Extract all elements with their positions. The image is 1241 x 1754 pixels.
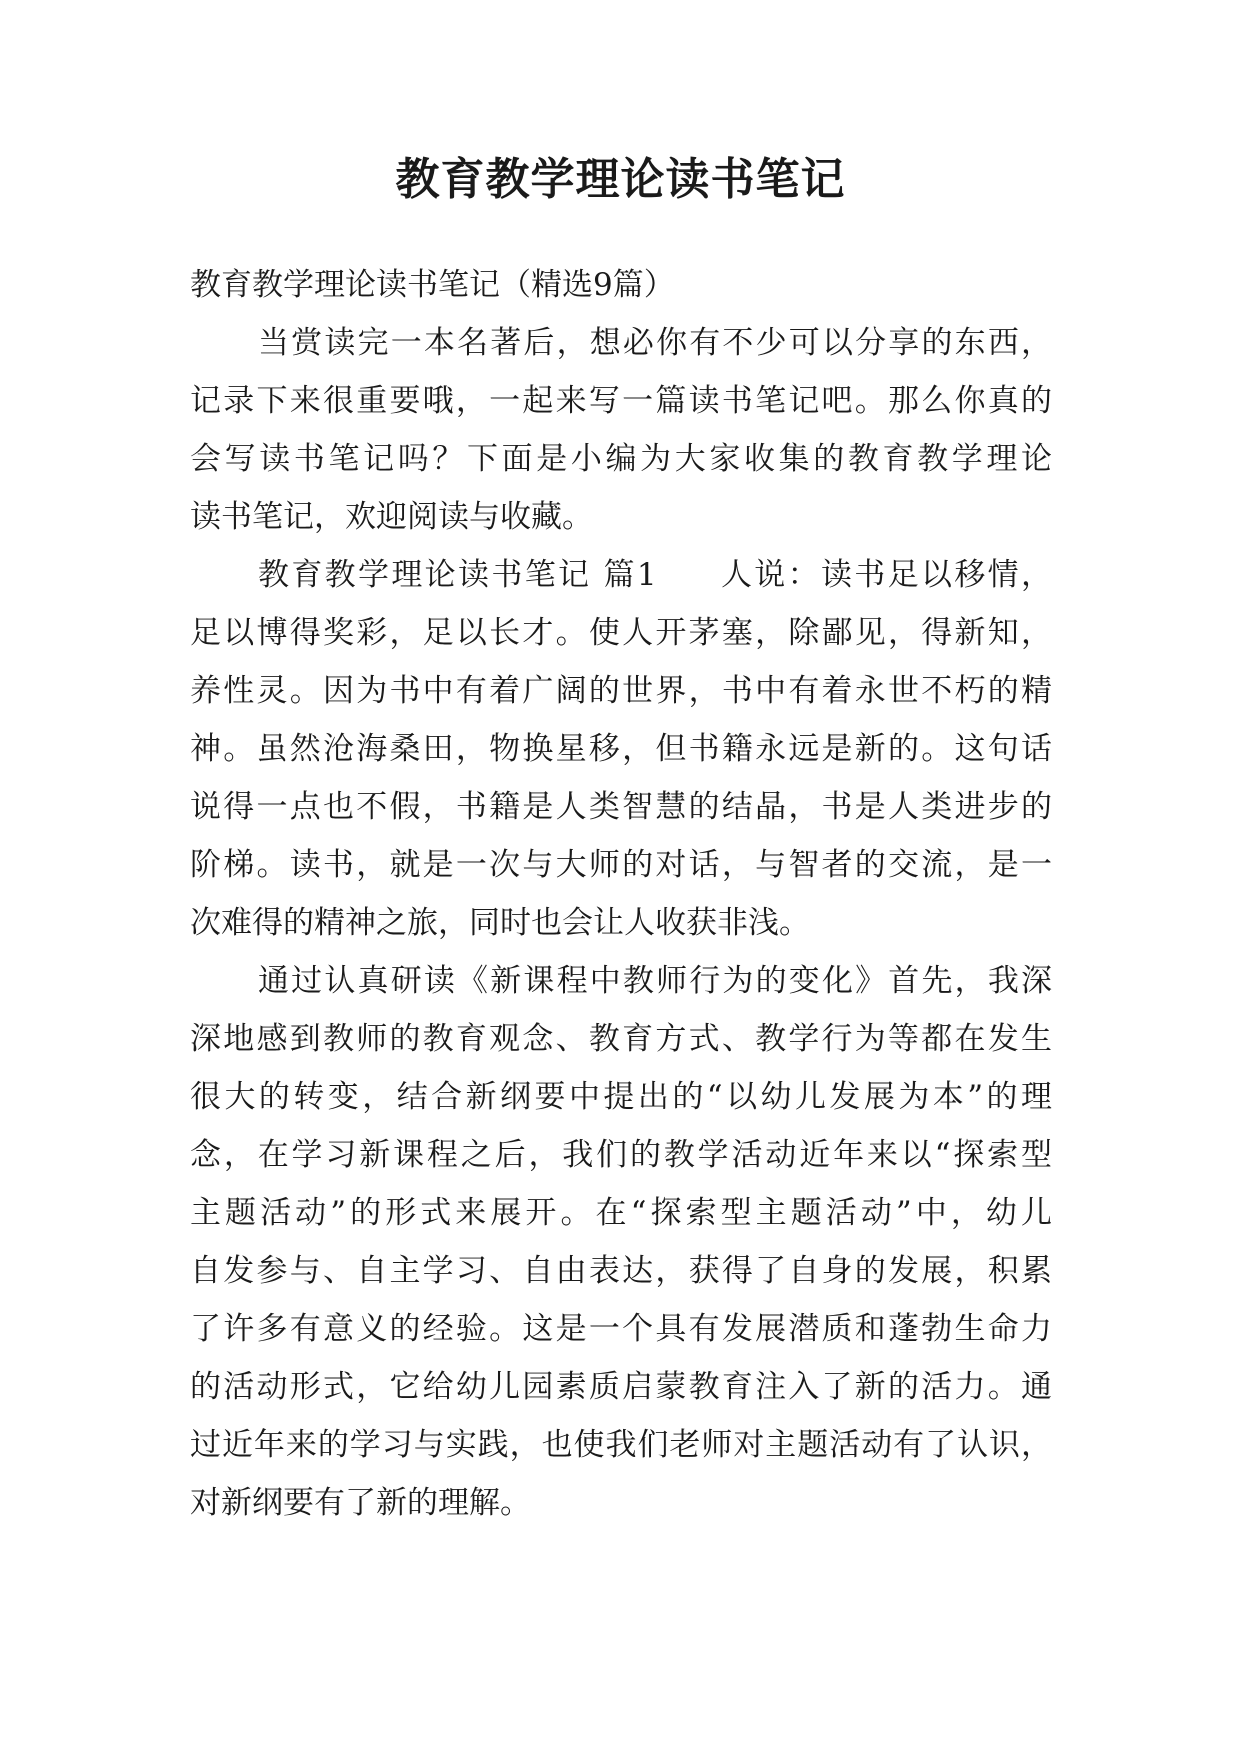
text-line: 记录下来很重要哦，一起来写一篇读书笔记吧。那么你真的	[190, 383, 1052, 419]
section-1-first-line	[190, 546, 1052, 604]
section-1-heading: 教育教学理论读书笔记 篇1	[258, 557, 657, 593]
text-line: 养性灵。因为书中有着广阔的世界，书中有着永世不朽的精	[190, 673, 1052, 709]
section-1-first-line-text: 人说：读书足以移情，	[718, 557, 1052, 593]
text-line: 说得一点也不假，书籍是人类智慧的结晶，书是人类进步的	[190, 789, 1052, 825]
intro-paragraph	[190, 314, 1052, 546]
text-line: 神。虽然沧海桑田，物换星移，但书籍永远是新的。这句话	[190, 731, 1052, 767]
text-line: 主题活动”的形式来展开。在“探索型主题活动”中，幼儿	[190, 1195, 1052, 1231]
text-line: 足以博得奖彩，足以长才。使人开茅塞，除鄙见，得新知，	[190, 615, 1052, 651]
section-1-paragraph	[190, 546, 1052, 952]
text-line: 自发参与、自主学习、自由表达，获得了自身的发展，积累	[190, 1253, 1052, 1289]
text-line: 阶梯。读书，就是一次与大师的对话，与智者的交流，是一	[190, 847, 1052, 883]
document-body	[190, 256, 1052, 1532]
document-subtitle: 教育教学理论读书笔记（精选9篇）	[190, 267, 675, 303]
text-line: 过近年来的学习与实践，也使我们老师对主题活动有了认识，	[190, 1427, 1052, 1463]
text-line: 很大的转变，结合新纲要中提出的“以幼儿发展为本”的理	[190, 1079, 1052, 1115]
text-line: 深地感到教师的教育观念、教育方式、教学行为等都在发生	[190, 1021, 1052, 1057]
text-line: 次难得的精神之旅，同时也会让人收获非浅。	[190, 905, 810, 941]
document-title: 教育教学理论读书笔记	[395, 154, 846, 205]
text-line: 读书笔记，欢迎阅读与收藏。	[190, 499, 593, 535]
text-line: 了许多有意义的经验。这是一个具有发展潜质和蓬勃生命力	[190, 1311, 1052, 1347]
text-line: 会写读书笔记吗？下面是小编为大家收集的教育教学理论	[190, 441, 1052, 477]
paragraph-2	[190, 952, 1052, 1532]
text-line: 通过认真研读《新课程中教师行为的变化》首先，我深	[258, 963, 1052, 999]
text-line: 当赏读完一本名著后，想必你有不少可以分享的东西，	[258, 325, 1052, 361]
text-line: 念，在学习新课程之后，我们的教学活动近年来以“探索型	[190, 1137, 1052, 1173]
text-line: 对新纲要有了新的理解。	[190, 1485, 531, 1521]
text-line: 的活动形式，它给幼儿园素质启蒙教育注入了新的活力。通	[190, 1369, 1052, 1405]
